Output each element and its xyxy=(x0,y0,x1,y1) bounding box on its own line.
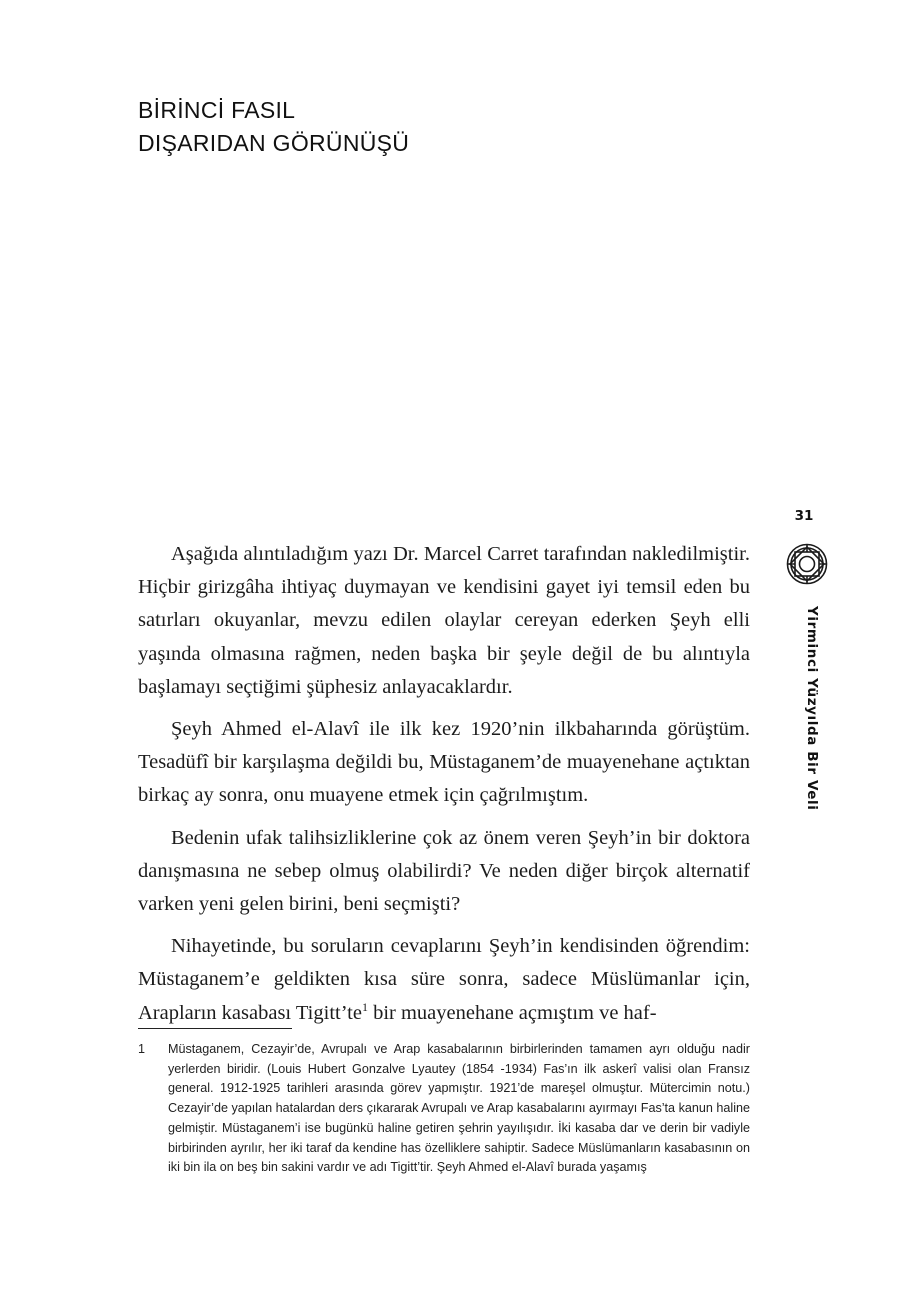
chapter-title: DIŞARIDAN GÖRÜNÜŞÜ xyxy=(138,130,410,156)
footnote-separator xyxy=(138,1028,292,1029)
chapter-number: BİRİNCİ FASIL xyxy=(138,97,296,123)
footnote-number: 1 xyxy=(138,1042,146,1056)
interlaced-knot-emblem-icon xyxy=(784,541,830,587)
paragraph-3: Bedenin ufak talihsizliklerine çok az önem veren Şeyh’in bir doktora danışmasına ne sebep olmuş olabilirdi? Ve neden diğer birçok alternatif varken yeni gelen birini, beni seçmişti? xyxy=(138,826,750,916)
paragraph-4 xyxy=(138,930,750,1030)
footnote-reference[interactable]: 1 xyxy=(361,999,368,1014)
paragraph-4-text-end: bir muayenehane açmıştım ve haf- xyxy=(367,1001,657,1024)
running-title: Yirminci Yüzyılda Bir Veli xyxy=(804,606,820,811)
chapter-heading xyxy=(138,94,409,160)
page-number: 31 xyxy=(794,508,814,524)
footnote xyxy=(138,1040,750,1178)
footnote-text: Müstaganem, Cezayir’de, Avrupalı ve Arap kasabalarının birbirlerinden tamamen ayrı olduğu nadir yerlerden biridir. (Louis Hubert Gonzalve Lyautey (1854 -1934) Fas’ın ilk askerî valisi olan Fransız general. 1912-1925 tarihleri arasında görev yapmıştır. 1921’de mareşel olmuştur. Mütercimin notu.) Cezayir’de yapılan hatalardan ders çıkararak Avrupalı ve Arap kasabalarını ayırmayı Fas’ta kanun haline gelmiştir. Müstaganem’i ise bugünkü haline getiren şehrin yayılışıdır. İki kasaba dar ve derin bir vadiyle birbirinden ayrılır, her iki taraf da kendine has özelliklere sahiptir. Sadece Müslümanların kasabasının on iki bin ila on beş bin sakini vardır ve adı Tigitt’tir. Şeyh Ahmed el-Alavî burada yaşamış xyxy=(168,1042,750,1175)
paragraph-1: Aşağıda alıntıladığım yazı Dr. Marcel Carret tarafından nakledilmiştir. Hiçbir girizgâha ihtiyaç duymayan ve kendisini gayet iyi temsil eden bu satırları okuyanlar, mevzu edilen olaylar cereyan ederken Şeyh elli yaşında olmasına rağmen, neden başka bir şeyle değil de bu alıntıyla başlamayı seçtiğimi şüphesiz anlayacaklardır. xyxy=(138,543,750,698)
body-text xyxy=(138,538,750,1039)
paragraph-2: Şeyh Ahmed el-Alavî ile ilk kez 1920’nin ilkbaharında görüştüm. Tesadüfî bir karşılaşma değildi bu, Müstaganem’de muayenehane açtıktan birkaç ay sonra, onu muayene etmek için çağrılmıştım. xyxy=(138,718,750,807)
paragraph-4-text-start: Nihayetinde, bu soruların cevaplarını Şeyh’in kendisinden öğrendim: Müstaganem’e geldikten kısa süre sonra, sadece Müslümanlar için, Arapların kasabası Tigitt’te xyxy=(138,935,750,1024)
